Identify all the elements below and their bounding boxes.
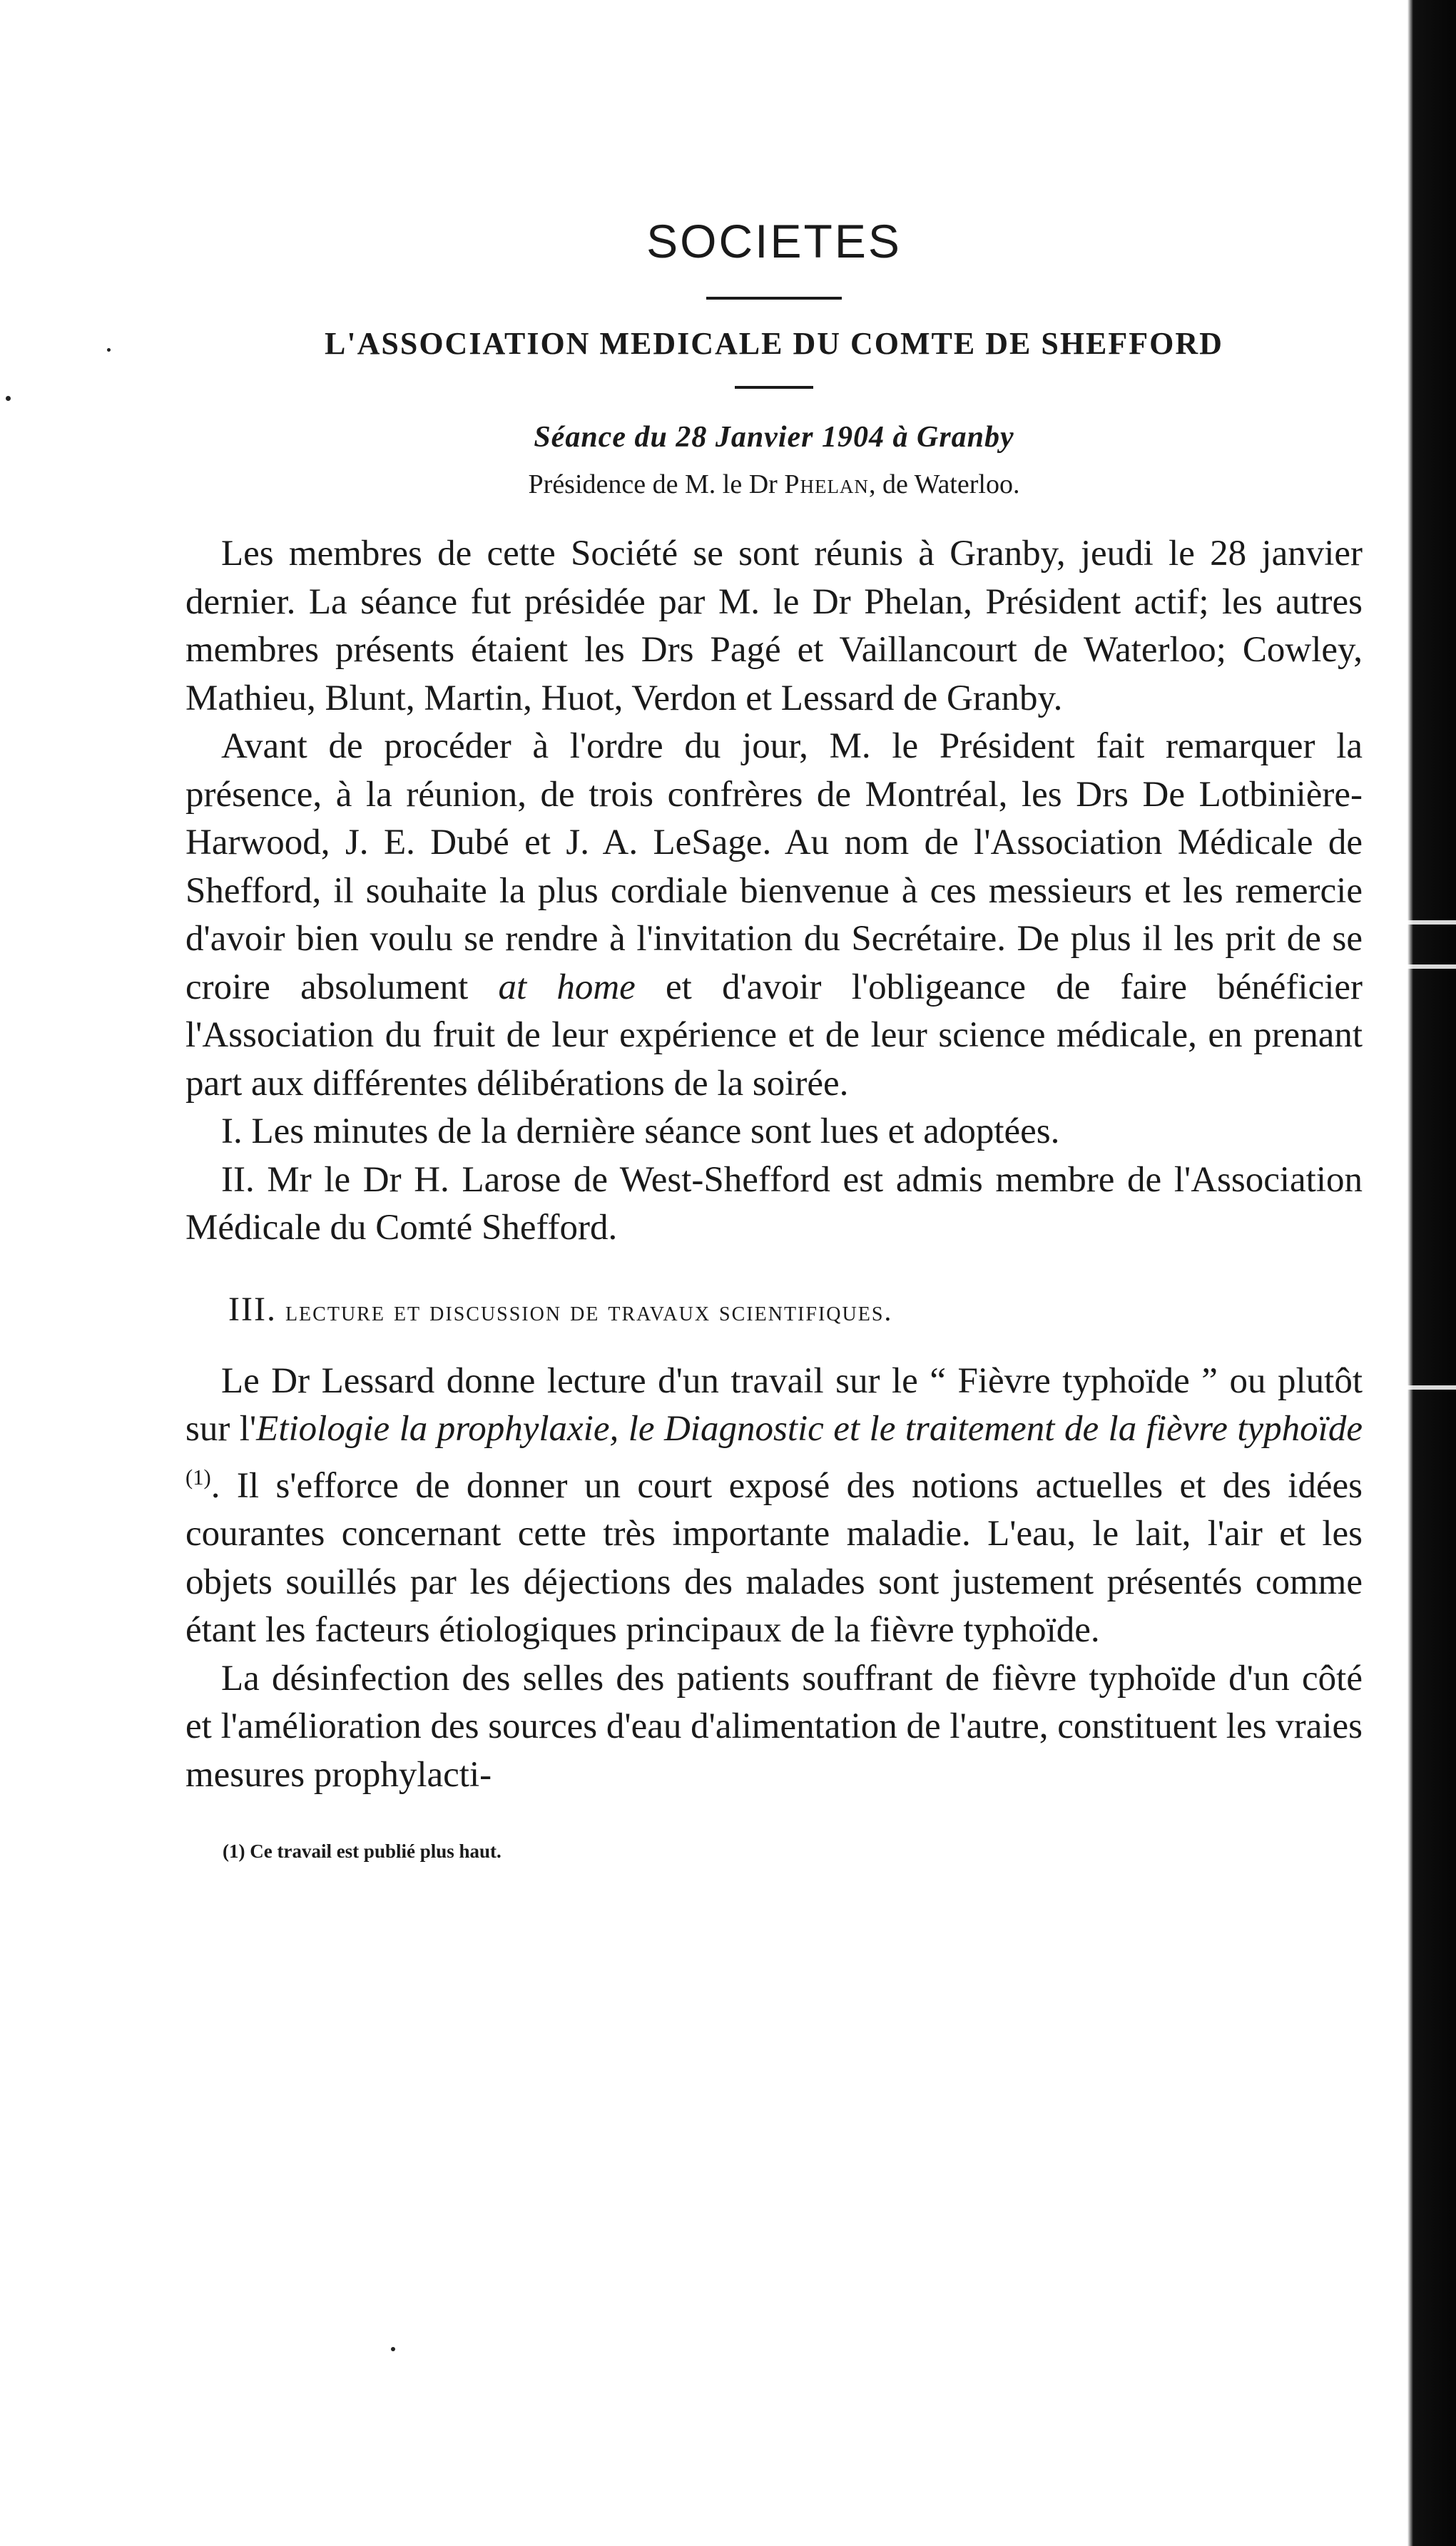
presidence-prefix: Présidence de M. le Dr [528, 469, 778, 499]
presidence-line [185, 469, 1363, 500]
title-rule [706, 297, 842, 300]
binding-notch [1392, 920, 1456, 925]
paragraph-members: Les membres de cette Société se sont réunis à Granby, jeudi le 28 janvier dernier. La séance fut présidée par M. le Dr Phelan, Président actif; les autres membres présents étaient les Drs Pagé et Vaillancourt de Waterloo; Cowley, Mathieu, Blunt, Martin, Huot, Verdon et Lessard de Granby. [185, 534, 1363, 718]
session-line: Séance du 28 Janvier 1904 à Granby [534, 421, 1014, 454]
paragraph-welcome-italic: at home [498, 967, 636, 1007]
paragraph-lecture-a: Le Dr Lessard donne lecture d'un travail sur le “ Fièvre typhoïde ” ou plutôt sur l' [185, 1360, 1363, 1449]
section-title: lecture et discussion de travaux scientifiques. [285, 1294, 893, 1327]
paragraph-lecture [185, 1358, 1363, 1655]
page-title: SOCIETES [646, 215, 902, 268]
paragraph-welcome-b: et d'avoir l'obligeance de faire bénéficier l'Association du fruit de leur expérience et de leur science médicale, en prenant part aux différentes délibérations de la soirée. [185, 967, 1363, 1104]
article [185, 185, 1363, 1863]
scan-speck [391, 2347, 395, 2351]
scan-speck [107, 348, 111, 352]
footnote-ref: (1) [185, 1465, 211, 1490]
binding-notch [1392, 1385, 1456, 1390]
paragraph-new-member: II. Mr le Dr H. Larose de West-Shefford est admis membre de l'Association Médicale du Comté Shefford. [185, 1159, 1363, 1248]
paragraph-prophylaxis: La désinfection des selles des patients souffrant de fièvre typhoïde d'un côté et l'amélioration des sources d'eau d'alimentation de l'autre, constituent les vraies mesures prophylacti- [185, 1658, 1363, 1795]
body-text-2 [185, 1358, 1363, 1800]
binding-notch [1392, 964, 1456, 969]
scan-speck [6, 396, 11, 401]
page-binding-shadow [1392, 0, 1456, 2546]
paragraph-welcome [185, 723, 1363, 1108]
subtitle-rule [735, 386, 813, 389]
section-number: III. [228, 1290, 277, 1328]
footnote: (1) Ce travail est publié plus haut. [223, 1840, 502, 1862]
presidence-name: Phelan [784, 469, 869, 499]
article-subtitle: L'ASSOCIATION MEDICALE DU COMTE DE SHEFFORD [325, 326, 1223, 361]
body-text [185, 530, 1363, 1253]
paragraph-lecture-b: . Il s'efforce de donner un court exposé des notions actuelles et des idées courantes concernant cette très importante maladie. L'eau, le lait, l'air et les objets souillés par les déjections des malades sont justement présentés comme étant les facteurs étiologiques principaux de la fièvre typhoïde. [185, 1465, 1363, 1650]
paragraph-lecture-italic: Etiologie la prophylaxie, le Diagnostic et le traitement de la fièvre typhoïde [256, 1409, 1363, 1449]
section-heading [228, 1290, 1363, 1329]
paragraph-welcome-a: Avant de procéder à l'ordre du jour, M. le Président fait remarquer la présence, à la réunion, de trois confrères de Montréal, les Drs De Lotbinière-Harwood, J. E. Dubé et J. A. LeSage. Au nom de l'Association Médicale de Shefford, il souhaite la plus cordiale bienvenue à ces messieurs et les remercie d'avoir bien voulu se rendre à l'invitation du Secrétaire. De plus il les prit de se croire absolument [185, 726, 1363, 1007]
presidence-suffix: , de Waterloo. [868, 469, 1020, 499]
paragraph-minutes: I. Les minutes de la dernière séance sont lues et adoptées. [221, 1111, 1060, 1151]
